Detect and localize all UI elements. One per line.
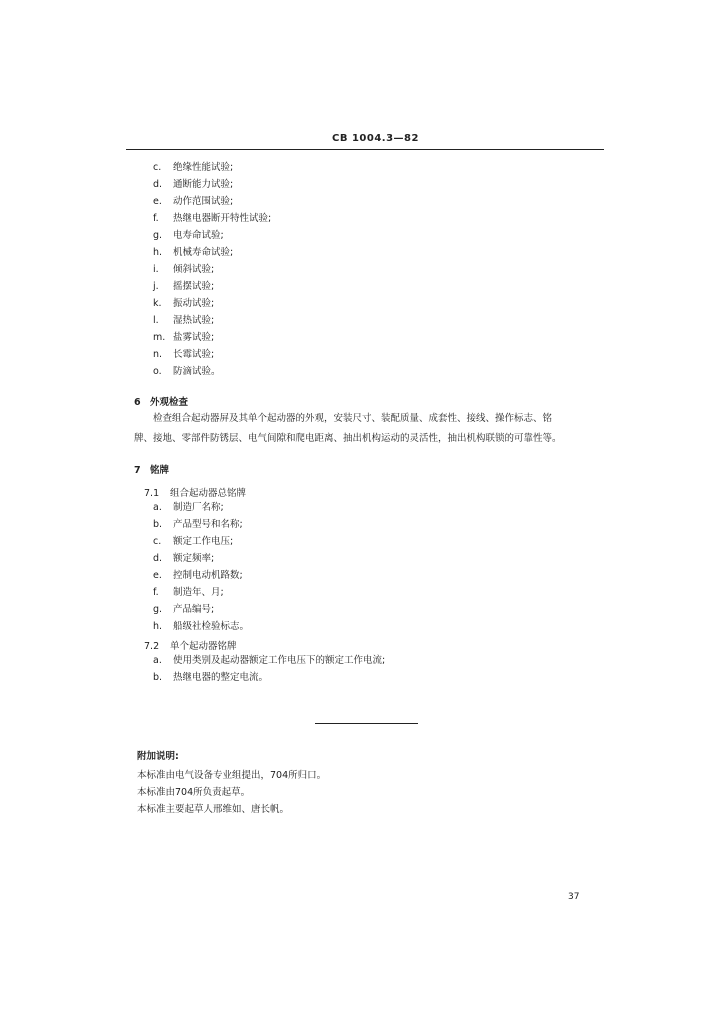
note-line: 本标准由电气设备专业组提出，704所归口。 xyxy=(137,770,327,781)
subsection-number: 7.1 xyxy=(144,488,160,499)
list-item xyxy=(153,315,214,327)
item-text: 通断能力试验; xyxy=(173,179,234,190)
list-item xyxy=(153,570,243,582)
note-line: 本标准主要起草人邢维如、唐长帆。 xyxy=(137,804,290,815)
item-text: 机械寿命试验; xyxy=(173,247,234,258)
list-item xyxy=(153,672,268,684)
item-text: 制造年、月; xyxy=(173,587,224,598)
item-label: k. xyxy=(153,298,162,309)
list-item xyxy=(153,519,243,531)
standard-code: CB 1004.3—82 xyxy=(332,133,419,144)
subsection-title: 组合起动器总铭牌 xyxy=(170,488,247,499)
section-title: 铭牌 xyxy=(150,465,170,476)
list-item xyxy=(153,298,214,310)
section-number: 7 xyxy=(134,465,141,476)
item-label: g. xyxy=(153,230,163,241)
section-6-heading xyxy=(134,394,188,408)
item-text: 船级社检验标志。 xyxy=(173,621,250,632)
note-line: 本标准由704所负责起草。 xyxy=(137,787,251,798)
section-6-paragraph-line-1: 检查组合起动器屏及其单个起动器的外观，安装尺寸、装配质量、成套性、接线、操作标志、铭 xyxy=(153,413,553,424)
item-label: l. xyxy=(153,315,159,326)
subsection-7-2-heading xyxy=(144,638,237,652)
item-label: c. xyxy=(153,162,162,173)
item-text: 制造厂名称; xyxy=(173,502,224,513)
item-label: c. xyxy=(153,536,162,547)
item-text: 产品编号; xyxy=(173,604,215,615)
item-label: o. xyxy=(153,366,162,377)
list-item xyxy=(153,366,221,378)
section-6-paragraph-line-2: 牌、接地、零部件防锈层、电气间隙和爬电距离、抽出机构运动的灵活性，抽出机构联锁的可靠性等。 xyxy=(134,433,562,444)
header-rule xyxy=(126,149,604,150)
item-label: e. xyxy=(153,196,162,207)
subsection-7-1-heading xyxy=(144,485,246,499)
list-item xyxy=(153,281,214,293)
list-item xyxy=(153,179,233,191)
item-label: j. xyxy=(153,281,159,292)
item-label: a. xyxy=(153,502,162,513)
item-text: 产品型号和名称; xyxy=(173,519,243,530)
list-item xyxy=(153,502,224,514)
item-text: 振动试验; xyxy=(173,298,215,309)
item-label: f. xyxy=(153,213,159,224)
item-label: h. xyxy=(153,621,163,632)
item-label: i. xyxy=(153,264,159,275)
notes-title: 附加说明: xyxy=(137,751,179,762)
item-label: b. xyxy=(153,672,163,683)
list-item xyxy=(153,536,233,548)
section-7-heading xyxy=(134,462,169,476)
item-text: 湿热试验; xyxy=(173,315,215,326)
list-item xyxy=(153,655,385,667)
list-item xyxy=(153,349,214,361)
item-label: f. xyxy=(153,587,159,598)
list-item xyxy=(153,604,214,616)
item-text: 热继电器的整定电流。 xyxy=(173,672,269,683)
section-title: 外观检查 xyxy=(150,397,189,408)
item-text: 额定频率; xyxy=(173,553,215,564)
item-text: 长霉试验; xyxy=(173,349,215,360)
item-text: 动作范围试验; xyxy=(173,196,234,207)
item-text: 控制电动机路数; xyxy=(173,570,243,581)
list-item xyxy=(153,196,233,208)
item-text: 盐雾试验; xyxy=(173,332,215,343)
item-text: 防滴试验。 xyxy=(173,366,221,377)
page-number: 37 xyxy=(568,892,580,902)
item-text: 电寿命试验; xyxy=(173,230,224,241)
item-text: 额定工作电压; xyxy=(173,536,234,547)
item-label: b. xyxy=(153,519,163,530)
item-label: e. xyxy=(153,570,162,581)
item-label: d. xyxy=(153,179,163,190)
item-text: 使用类别及起动器额定工作电压下的额定工作电流; xyxy=(173,655,386,666)
list-item xyxy=(153,162,233,174)
item-text: 热继电器断开特性试验; xyxy=(173,213,272,224)
subsection-number: 7.2 xyxy=(144,641,160,652)
list-item xyxy=(153,587,224,599)
item-text: 摇摆试验; xyxy=(173,281,215,292)
list-item xyxy=(153,247,233,259)
list-item xyxy=(153,621,249,633)
list-item xyxy=(153,264,214,276)
list-item xyxy=(153,553,214,565)
item-text: 倾斜试验; xyxy=(173,264,215,275)
subsection-title: 单个起动器铭牌 xyxy=(170,641,237,652)
list-item xyxy=(153,230,224,242)
item-text: 绝缘性能试验; xyxy=(173,162,234,173)
end-rule xyxy=(315,723,418,724)
list-item xyxy=(153,213,271,225)
item-label: d. xyxy=(153,553,163,564)
item-label: h. xyxy=(153,247,163,258)
item-label: a. xyxy=(153,655,162,666)
item-label: m. xyxy=(153,332,166,343)
item-label: g. xyxy=(153,604,163,615)
section-number: 6 xyxy=(134,397,141,408)
item-label: n. xyxy=(153,349,163,360)
list-item xyxy=(153,332,214,344)
